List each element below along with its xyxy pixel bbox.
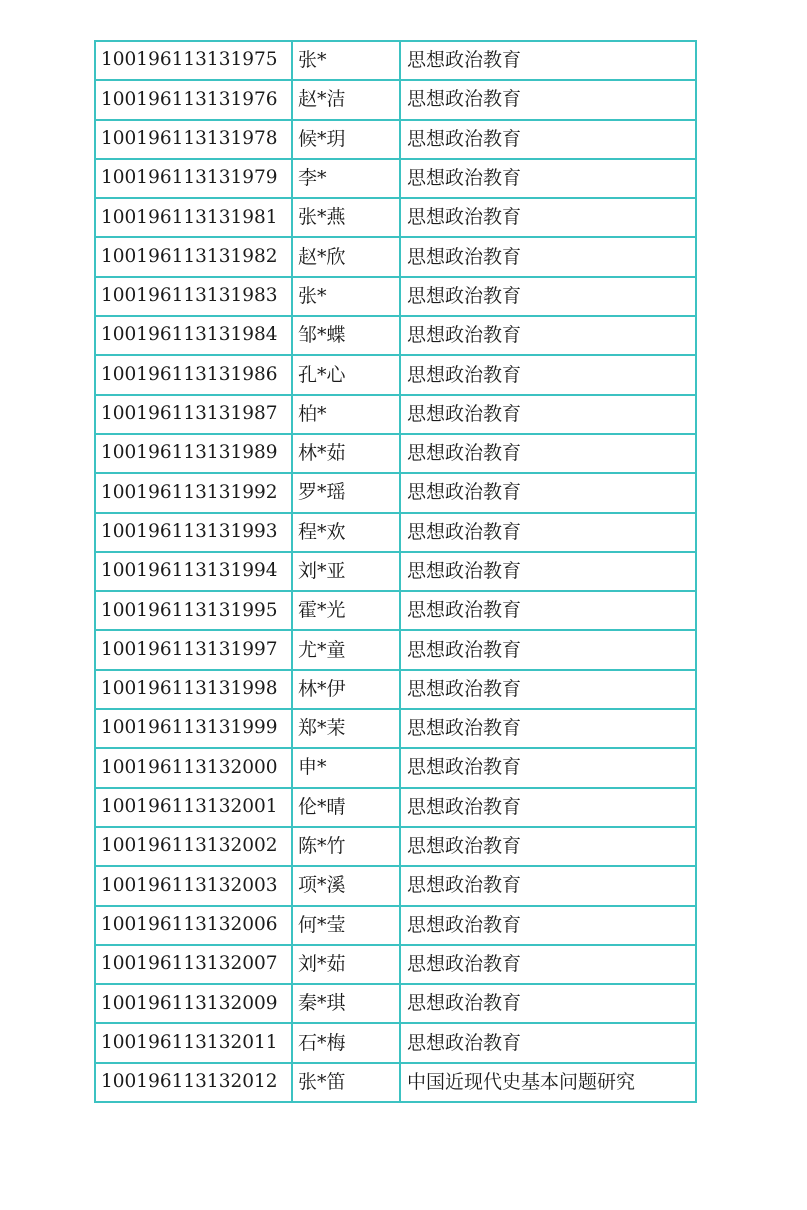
table-row: [95, 277, 696, 316]
exam-id-cell: 100196113131989: [95, 434, 292, 473]
exam-id-cell: 100196113131979: [95, 159, 292, 198]
table-row: [95, 198, 696, 237]
major-cell: 思想政治教育: [400, 395, 696, 434]
major-cell: 思想政治教育: [400, 945, 696, 984]
table-row: [95, 80, 696, 119]
student-name-cell: 林*茹: [292, 434, 400, 473]
major-cell: 思想政治教育: [400, 552, 696, 591]
major-cell: 思想政治教育: [400, 434, 696, 473]
student-name-cell: 程*欢: [292, 513, 400, 552]
student-name-cell: 伦*晴: [292, 788, 400, 827]
major-cell: 思想政治教育: [400, 984, 696, 1023]
student-name-cell: 刘*亚: [292, 552, 400, 591]
table-row: [95, 316, 696, 355]
student-name-cell: 赵*洁: [292, 80, 400, 119]
table-row: [95, 434, 696, 473]
table-row: [95, 120, 696, 159]
major-cell: 思想政治教育: [400, 591, 696, 630]
student-name-cell: 孔*心: [292, 355, 400, 394]
major-cell: 思想政治教育: [400, 1023, 696, 1062]
student-name-cell: 张*笛: [292, 1063, 400, 1102]
student-name-cell: 林*伊: [292, 670, 400, 709]
table-row: [95, 1023, 696, 1062]
student-name-cell: 赵*欣: [292, 237, 400, 276]
student-name-cell: 李*: [292, 159, 400, 198]
exam-id-cell: 100196113131976: [95, 80, 292, 119]
student-name-cell: 柏*: [292, 395, 400, 434]
exam-id-cell: 100196113132001: [95, 788, 292, 827]
student-name-cell: 陈*竹: [292, 827, 400, 866]
major-cell: 思想政治教育: [400, 41, 696, 80]
major-cell: 思想政治教育: [400, 748, 696, 787]
exam-id-cell: 100196113132009: [95, 984, 292, 1023]
table-row: [95, 827, 696, 866]
student-name-cell: 申*: [292, 748, 400, 787]
exam-id-cell: 100196113132012: [95, 1063, 292, 1102]
exam-id-cell: 100196113131978: [95, 120, 292, 159]
student-name-cell: 张*: [292, 41, 400, 80]
major-cell: 思想政治教育: [400, 473, 696, 512]
major-cell: 思想政治教育: [400, 80, 696, 119]
student-name-cell: 秦*琪: [292, 984, 400, 1023]
exam-id-cell: 100196113131983: [95, 277, 292, 316]
major-cell: 思想政治教育: [400, 788, 696, 827]
exam-id-cell: 100196113132002: [95, 827, 292, 866]
major-cell: 思想政治教育: [400, 198, 696, 237]
table-row: [95, 1063, 696, 1102]
exam-id-cell: 100196113131994: [95, 552, 292, 591]
exam-id-cell: 100196113132000: [95, 748, 292, 787]
table-row: [95, 159, 696, 198]
exam-id-cell: 100196113131992: [95, 473, 292, 512]
table-row: [95, 552, 696, 591]
major-cell: 思想政治教育: [400, 277, 696, 316]
roster-table: [94, 40, 697, 1103]
major-cell: 思想政治教育: [400, 709, 696, 748]
exam-id-cell: 100196113131995: [95, 591, 292, 630]
student-name-cell: 项*溪: [292, 866, 400, 905]
table-row: [95, 395, 696, 434]
table-row: [95, 513, 696, 552]
table-row: [95, 591, 696, 630]
roster-table-body: [95, 41, 696, 1102]
table-row: [95, 945, 696, 984]
exam-id-cell: 100196113131998: [95, 670, 292, 709]
exam-id-cell: 100196113131981: [95, 198, 292, 237]
major-cell: 思想政治教育: [400, 670, 696, 709]
table-row: [95, 984, 696, 1023]
table-row: [95, 748, 696, 787]
exam-id-cell: 100196113131999: [95, 709, 292, 748]
student-name-cell: 罗*瑶: [292, 473, 400, 512]
table-row: [95, 237, 696, 276]
student-name-cell: 邹*蝶: [292, 316, 400, 355]
major-cell: 思想政治教育: [400, 316, 696, 355]
exam-id-cell: 100196113131984: [95, 316, 292, 355]
exam-id-cell: 100196113131997: [95, 630, 292, 669]
major-cell: 思想政治教育: [400, 355, 696, 394]
table-row: [95, 670, 696, 709]
table-row: [95, 41, 696, 80]
major-cell: 思想政治教育: [400, 827, 696, 866]
major-cell: 思想政治教育: [400, 906, 696, 945]
table-row: [95, 906, 696, 945]
major-cell: 思想政治教育: [400, 159, 696, 198]
document-page: [94, 40, 695, 1103]
table-row: [95, 630, 696, 669]
exam-id-cell: 100196113131987: [95, 395, 292, 434]
exam-id-cell: 100196113132007: [95, 945, 292, 984]
exam-id-cell: 100196113131993: [95, 513, 292, 552]
major-cell: 思想政治教育: [400, 866, 696, 905]
major-cell: 思想政治教育: [400, 513, 696, 552]
major-cell: 思想政治教育: [400, 237, 696, 276]
table-row: [95, 709, 696, 748]
major-cell: 思想政治教育: [400, 120, 696, 159]
table-row: [95, 788, 696, 827]
exam-id-cell: 100196113131982: [95, 237, 292, 276]
exam-id-cell: 100196113131986: [95, 355, 292, 394]
student-name-cell: 张*: [292, 277, 400, 316]
major-cell: 思想政治教育: [400, 630, 696, 669]
student-name-cell: 张*燕: [292, 198, 400, 237]
student-name-cell: 何*莹: [292, 906, 400, 945]
student-name-cell: 尤*童: [292, 630, 400, 669]
exam-id-cell: 100196113132003: [95, 866, 292, 905]
exam-id-cell: 100196113132011: [95, 1023, 292, 1062]
exam-id-cell: 100196113131975: [95, 41, 292, 80]
major-cell: 中国近现代史基本问题研究: [400, 1063, 696, 1102]
student-name-cell: 霍*光: [292, 591, 400, 630]
student-name-cell: 刘*茹: [292, 945, 400, 984]
table-row: [95, 355, 696, 394]
table-row: [95, 866, 696, 905]
exam-id-cell: 100196113132006: [95, 906, 292, 945]
table-row: [95, 473, 696, 512]
student-name-cell: 石*梅: [292, 1023, 400, 1062]
student-name-cell: 郑*茉: [292, 709, 400, 748]
student-name-cell: 候*玥: [292, 120, 400, 159]
